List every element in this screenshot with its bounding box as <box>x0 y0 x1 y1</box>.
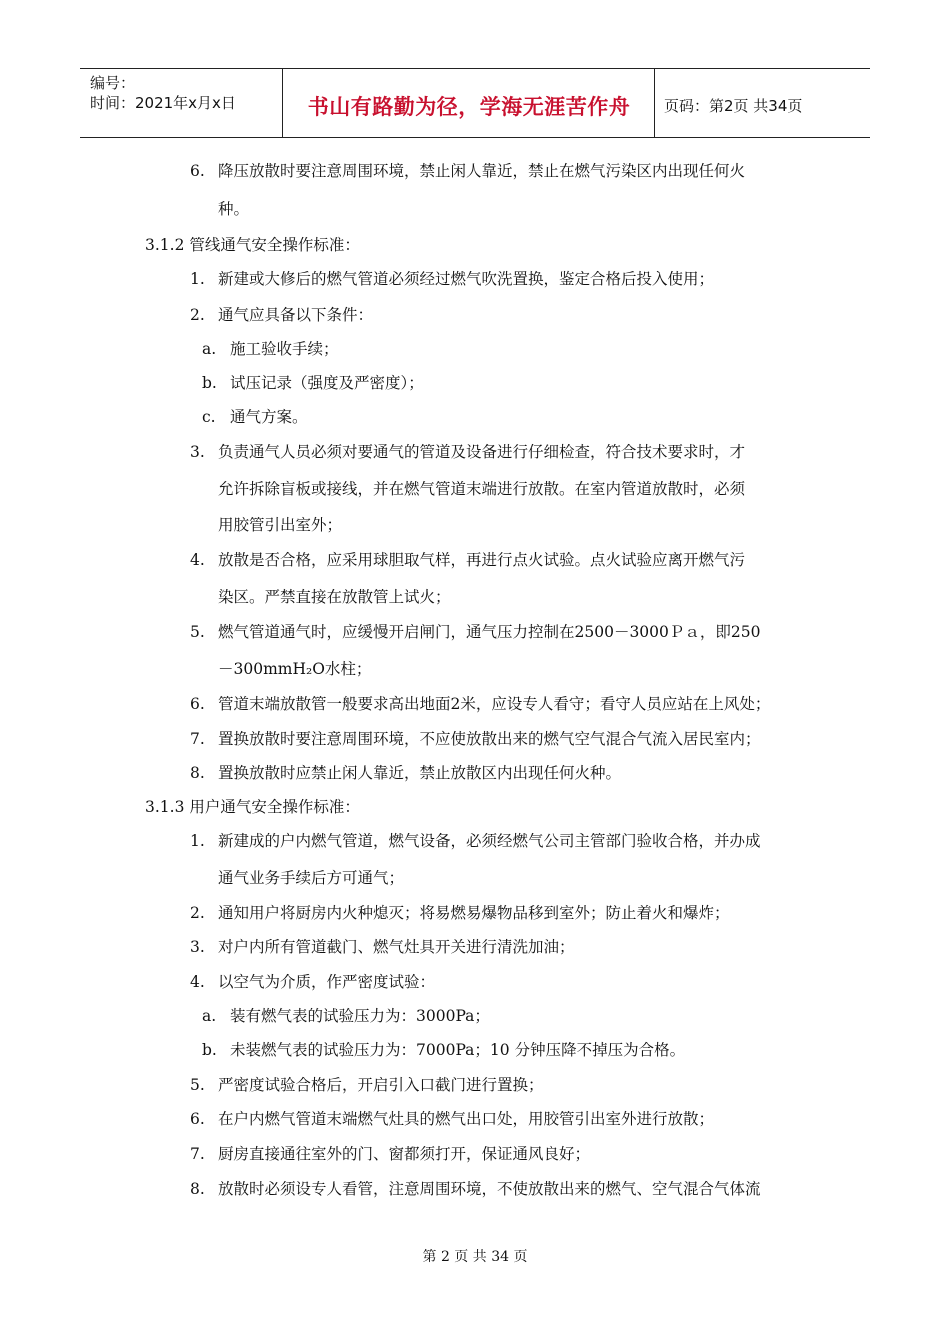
item-letter: b. <box>202 374 217 392</box>
item-text: 允许拆除盲板或接线，并在燃气管道末端进行放散。在室内管道放散时，必须 <box>218 480 746 498</box>
item-text: 放散时必须设专人看管，注意周围环境，不使放散出来的燃气、空气混合气体流 <box>218 1180 761 1198</box>
list-item-continuation <box>218 868 404 888</box>
header-meta <box>90 73 236 113</box>
item-text: 负责通气人员必须对要通气的管道及设备进行仔细检查，符合技术要求时，才 <box>218 443 746 461</box>
item-letter: c. <box>202 408 216 426</box>
sub-list-item <box>202 1040 685 1060</box>
header-motto: 书山有路勤为径，学海无涯苦作舟 <box>307 95 631 119</box>
item-text: 种。 <box>218 200 250 218</box>
item-text: 染区。严禁直接在放散管上试火； <box>218 588 451 606</box>
list-item-continuation <box>218 659 371 679</box>
section-title: 3.1.2 管线通气安全操作标准： <box>145 236 360 254</box>
item-number: 6. <box>190 695 205 713</box>
item-text: 通气方案。 <box>230 408 308 426</box>
item-text: 厨房直接通往室外的门、窗都须打开，保证通风良好； <box>218 1145 591 1163</box>
list-item <box>190 550 745 570</box>
list-item-continuation <box>218 479 745 499</box>
item-text: 燃气管道通气时，应缓慢开启闸门，通气压力控制在2500－3000Ｐａ，即250 <box>218 623 761 641</box>
item-text: 新建成的户内燃气管道，燃气设备，必须经燃气公司主管部门验收合格，并办成 <box>218 832 761 850</box>
sub-list-item <box>202 373 424 393</box>
section-title: 3.1.3 用户通气安全操作标准： <box>145 798 360 816</box>
sub-list-item <box>202 1006 490 1026</box>
item-text: 未装燃气表的试验压力为：7000Pa；10 分钟压降不掉压为合格。 <box>230 1041 686 1059</box>
item-number: 2. <box>190 306 205 324</box>
item-text: －300mmH₂O水柱； <box>218 660 372 678</box>
list-item-continuation <box>218 199 249 219</box>
item-text: 施工验收手续； <box>230 340 339 358</box>
list-item <box>190 1179 761 1199</box>
page-header <box>80 68 870 138</box>
page-footer: 第 2 页 共 34 页 <box>422 1249 528 1265</box>
list-item <box>190 1075 544 1095</box>
item-text: 对户内所有管道截门、燃气灶具开关进行清洗加油； <box>218 938 575 956</box>
list-item-continuation <box>218 515 342 535</box>
list-item <box>190 763 621 783</box>
item-text: 以空气为介质，作严密度试验： <box>218 973 436 991</box>
item-number: 4. <box>190 973 205 991</box>
header-page-number: 页码：第2页 共34页 <box>664 97 803 115</box>
item-text: 试压记录（强度及严密度）； <box>230 374 424 392</box>
list-item <box>190 442 745 462</box>
item-letter: a. <box>202 340 217 358</box>
date-label: 时间：2021年x月x日 <box>90 94 236 112</box>
list-item <box>190 694 770 714</box>
item-text: 新建或大修后的燃气管道必须经过燃气吹洗置换，鉴定合格后投入使用； <box>218 270 715 288</box>
item-number: 6. <box>190 1110 205 1128</box>
item-text: 管道末端放散管一般要求高出地面2米，应设专人看守；看守人员应站在上风处； <box>218 695 771 713</box>
header-divider <box>654 69 655 137</box>
list-item-continuation <box>218 587 451 607</box>
item-text: 置换放散时应禁止闲人靠近，禁止放散区内出现任何火种。 <box>218 764 622 782</box>
item-text: 降压放散时要注意周围环境，禁止闲人靠近，禁止在燃气污染区内出现任何火 <box>218 162 746 180</box>
item-text: 放散是否合格，应采用球胆取气样，再进行点火试验。点火试验应离开燃气污 <box>218 551 746 569</box>
section-heading <box>145 797 360 817</box>
section-heading <box>145 235 360 255</box>
sub-list-item <box>202 407 308 427</box>
item-number: 5. <box>190 623 205 641</box>
header-divider <box>282 69 283 137</box>
list-item <box>190 1144 590 1164</box>
item-number: 7. <box>190 730 205 748</box>
item-text: 置换放散时要注意周围环境，不应使放散出来的燃气空气混合气流入居民室内； <box>218 730 761 748</box>
item-text: 严密度试验合格后，开启引入口截门进行置换； <box>218 1076 544 1094</box>
list-item <box>190 622 760 642</box>
item-number: 3. <box>190 443 205 461</box>
item-text: 装有燃气表的试验压力为：3000Pa； <box>230 1007 490 1025</box>
item-text: 在户内燃气管道末端燃气灶具的燃气出口处，用胶管引出室外进行放散； <box>218 1110 715 1128</box>
item-text: 通气应具备以下条件： <box>218 306 374 324</box>
list-item <box>190 903 730 923</box>
item-letter: b. <box>202 1041 217 1059</box>
item-text: 通知用户将厨房内火种熄灭；将易燃易爆物品移到室外；防止着火和爆炸； <box>218 904 730 922</box>
list-item <box>190 1109 714 1129</box>
list-item <box>190 831 761 851</box>
item-number: 1. <box>190 832 205 850</box>
sub-list-item <box>202 339 339 359</box>
item-number: 6. <box>190 162 205 180</box>
item-number: 8. <box>190 764 205 782</box>
item-text: 通气业务手续后方可通气； <box>218 869 405 887</box>
item-number: 1. <box>190 270 205 288</box>
item-number: 4. <box>190 551 205 569</box>
list-item <box>190 161 745 181</box>
item-letter: a. <box>202 1007 217 1025</box>
list-item <box>190 269 714 289</box>
list-item <box>190 305 373 325</box>
item-number: 3. <box>190 938 205 956</box>
item-text: 用胶管引出室外； <box>218 516 343 534</box>
item-number: 2. <box>190 904 205 922</box>
list-item <box>190 937 575 957</box>
item-number: 7. <box>190 1145 205 1163</box>
item-number: 5. <box>190 1076 205 1094</box>
code-label: 编号： <box>90 74 136 92</box>
list-item <box>190 729 761 749</box>
item-number: 8. <box>190 1180 205 1198</box>
list-item <box>190 972 435 992</box>
